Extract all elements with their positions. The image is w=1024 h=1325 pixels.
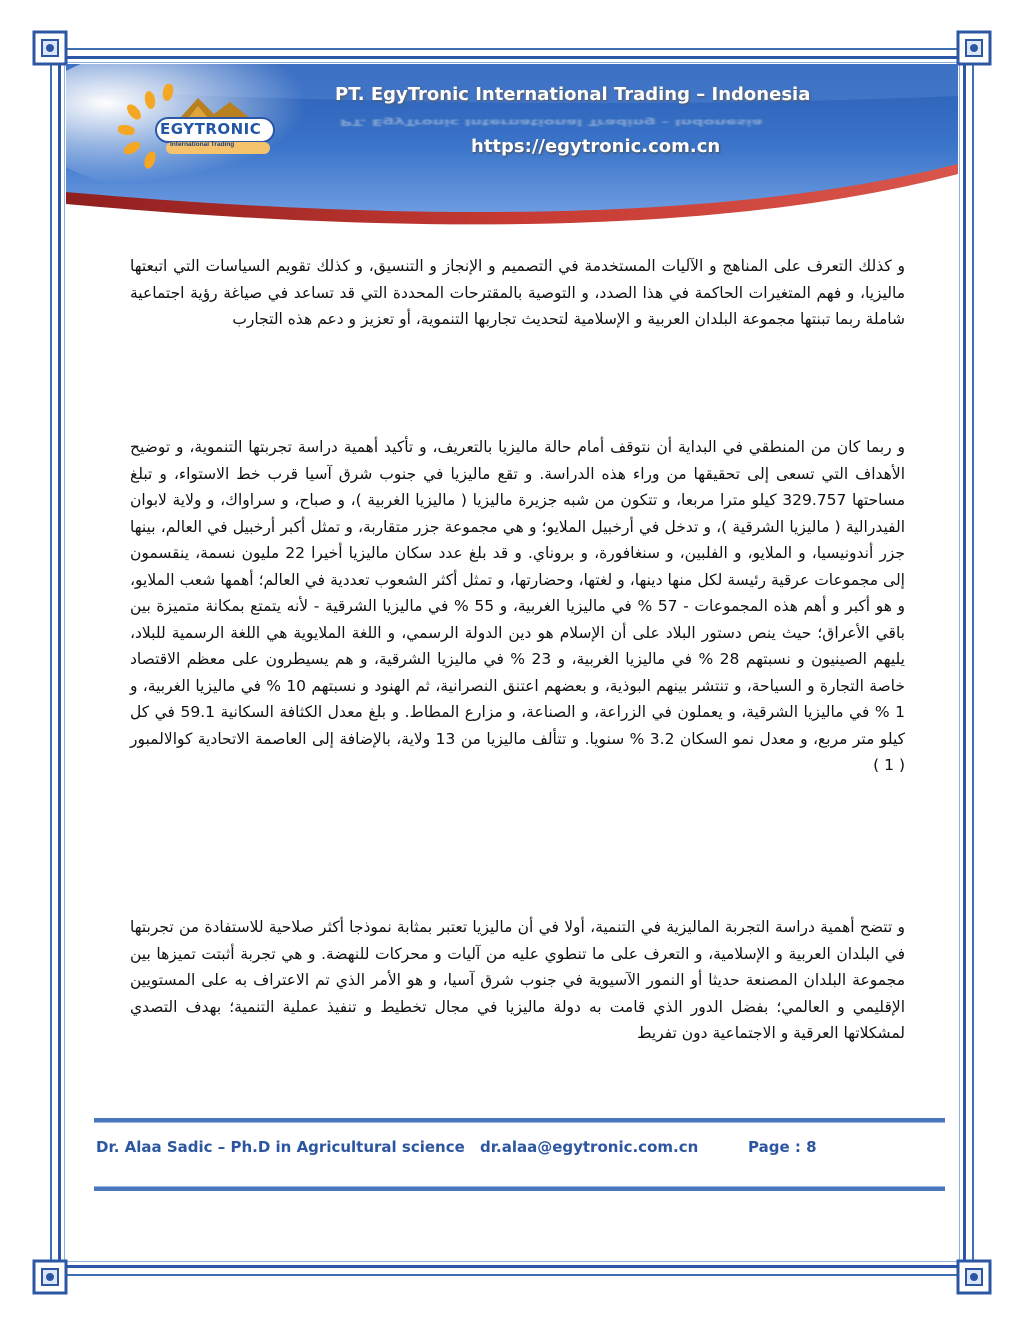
corner-ornament-bottom-left xyxy=(30,1257,70,1297)
corner-ornament-top-left xyxy=(30,28,70,68)
website-url: https://egytronic.com.cn xyxy=(471,136,721,157)
logo-wordmark: EGYTRONIC xyxy=(160,120,262,138)
footer-email: dr.alaa@egytronic.com.cn xyxy=(480,1138,699,1156)
body-paragraph-3: و تتضح أهمية دراسة التجربة الماليزية في التنمية، أولا في أن ماليزيا تعتبر بمثابة نموذجا أكثر صلاحية للاستفادة من تجربتها في البلدان العربية و الإسلامية، و التعرف على ما تنطوي عليه من آليات و محركات للنهضة. و هي تجربة أثبتت تميزها بين مجموعة البلدان المصنعة حديثا أو النمور الآسيوية في جنوب شرق آسيا، و هو الأمر الذي تم الاعتراف به على المستويين الإقليمي و العالمي؛ بفضل الدور الذي قامت به دولة ماليزيا في مجال تخطيط و تنفيذ عملية التنمية؛ بهدف التصدي لمشكلاتها العرقية و الاجتماعية دون تفريط xyxy=(130,918,905,1042)
corner-ornament-bottom-right xyxy=(954,1257,994,1297)
company-title: PT. EgyTronic International Trading – Indonesia xyxy=(335,84,811,105)
footer-rule-top xyxy=(94,1118,945,1123)
footer-author: Dr. Alaa Sadic – Ph.D in Agricultural science xyxy=(96,1138,465,1156)
footer-page-number: Page : 8 xyxy=(748,1138,817,1156)
footer-rule-bottom xyxy=(94,1186,945,1191)
body-paragraph-1: و كذلك التعرف على المناهج و الآليات المستخدمة في التصميم و الإنجاز و التنسيق، و كذلك تقويم السياسات التي اتبعتها ماليزيا، و فهم المتغيرات الحاكمة في هذا الصدد، و التوصية بالمقترحات المحددة التي قد تساعد في صياغة رؤية اجتماعية شاملة ربما تبنتها مجموعة البلدان العربية و الإسلامية لتحديث تجاربها التنموية، أو تعزيز و دعم هذه التجارب xyxy=(130,257,905,328)
logo-subtitle: International Trading xyxy=(170,141,235,148)
company-title-reflection: PT. EgyTronic International Trading – Indonesia xyxy=(340,117,763,128)
body-paragraph-2: و ربما كان من المنطقي في البداية أن نتوقف أمام حالة ماليزيا بالتعريف، و تأكيد أهمية دراسة تجربتها التنموية، و توضيح الأهداف التي تسعى إلى تحقيقها من وراء هذه الدراسة. و تقع ماليزيا في جنوب شرق آسيا قرب خط الاستواء، و تبلغ مساحتها 329.757 كيلو مترا مربعا، و تتكون من شبه جزيرة ماليزيا ( ماليزيا الغربية )، و صباح، و سراواك، و ولاية لابوان الفيدرالية ( ماليزيا الشرقية )، و تدخل في أرخبيل الملايو؛ و هي مجموعة جزر متقاربة، و تمثل أكبر أرخبيل في العالم، بينها جزر أندونيسيا، و الملايو، و الفلبين، و سنغافورة، و بروناي. و قد بلغ عدد سكان ماليزيا أخيرا 22 مليون نسمة، ينقسمون إلى مجموعات عرقية رئيسة لكل منها دينها، و لغتها، وحضارتها، و تمثل أكثر الشعوب تعددية في العالم؛ أهمها شعب الملايو، و هو أكبر و أهم هذه المجموعات - 57 % في ماليزيا الغربية، و 55 % في ماليزيا الشرقية - لأنه يتمتع بمكانة متميزة بين باقي الأعراق؛ حيث ينص دستور البلاد على أن الإسلام هو دين الدولة الرسمي، و اللغة الملايوية هي اللغة الرسمية للبلاد، يليهم الصينيون و نسبتهم 28 % في ماليزيا الغربية، و 23 % في ماليزيا الشرقية، و هم يسيطرون على معظم الاقتصاد خاصة التجارة و السياحة، و تنتشر بينهم البوذية، و بعضهم اعتنق النصرانية، ثم الهنود و نسبتهم 10 % في ماليزيا الغربية، و 1 % في ماليزيا الشرقية، و يعملون في الزراعة، و الصناعة، و مزارع المطاط. و بلغ معدل الكثافة السكانية 59.1 في كل كيلو متر مربع، و معدل نمو السكان 3.2 % سنويا. و تتألف ماليزيا من 13 ولاية، بالإضافة إلى العاصمة الاتحادية كوالالمبور ( 1 ) xyxy=(130,438,906,774)
corner-ornament-top-right xyxy=(954,28,994,68)
